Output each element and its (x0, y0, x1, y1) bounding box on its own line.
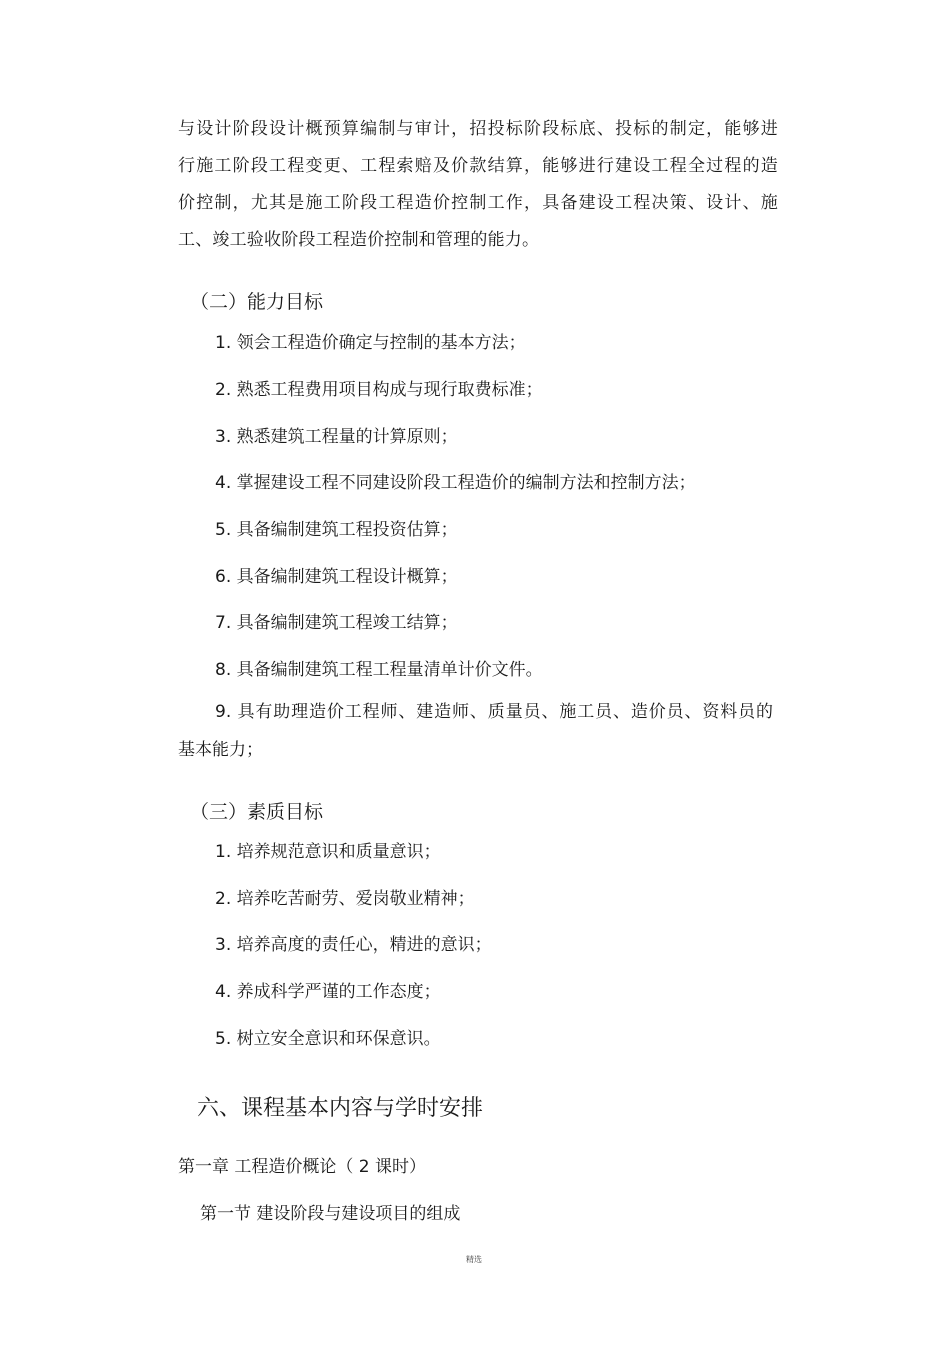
intro-line: 工、竣工验收阶段工程造价控制和管理的能力。 (178, 230, 540, 250)
ability-item: 6. 具备编制建筑工程设计概算； (215, 567, 458, 587)
intro-paragraph (178, 111, 778, 259)
ability-item-9-line2: 基本能力； (178, 740, 263, 760)
section-title: 六、课程基本内容与学时安排 (197, 1096, 484, 1121)
chapter-title: 第一章 工程造价概论（ 2 课时） (178, 1157, 427, 1177)
ability-item-9 (178, 693, 773, 769)
intro-line: 价控制，尤其是施工阶段工程造价控制工作，具备建设工程决策、设计、施 (178, 193, 778, 213)
quality-item: 3. 培养高度的责任心，精进的意识； (215, 935, 492, 955)
ability-item-9-line1: 9. 具有助理造价工程师、建造师、质量员、施工员、造价员、资料员的 (215, 702, 773, 722)
ability-item: 8. 具备编制建筑工程工程量清单计价文件。 (215, 660, 543, 680)
intro-line: 与设计阶段设计概预算编制与审计，招投标阶段标底、投标的制定，能够进 (178, 119, 778, 139)
ability-item: 3. 熟悉建筑工程量的计算原则； (215, 427, 458, 447)
ability-item: 7. 具备编制建筑工程竣工结算； (215, 613, 458, 633)
node-title: 第一节 建设阶段与建设项目的组成 (200, 1204, 461, 1224)
ability-item: 5. 具备编制建筑工程投资估算； (215, 520, 458, 540)
quality-item: 2. 培养吃苦耐劳、爱岗敬业精神； (215, 889, 475, 909)
quality-item: 4. 养成科学严谨的工作态度； (215, 982, 441, 1002)
quality-item: 5. 树立安全意识和环保意识。 (215, 1029, 441, 1049)
page-footer: 精选 (466, 1255, 482, 1264)
ability-item: 1. 领会工程造价确定与控制的基本方法； (215, 333, 526, 353)
ability-item: 4. 掌握建设工程不同建设阶段工程造价的编制方法和控制方法； (215, 473, 696, 493)
quality-heading: （三）素质目标 (190, 801, 324, 823)
ability-heading: （二）能力目标 (190, 291, 324, 313)
intro-line: 行施工阶段工程变更、工程索赔及价款结算，能够进行建设工程全过程的造 (178, 156, 778, 176)
quality-item: 1. 培养规范意识和质量意识； (215, 842, 441, 862)
ability-item: 2. 熟悉工程费用项目构成与现行取费标准； (215, 380, 543, 400)
